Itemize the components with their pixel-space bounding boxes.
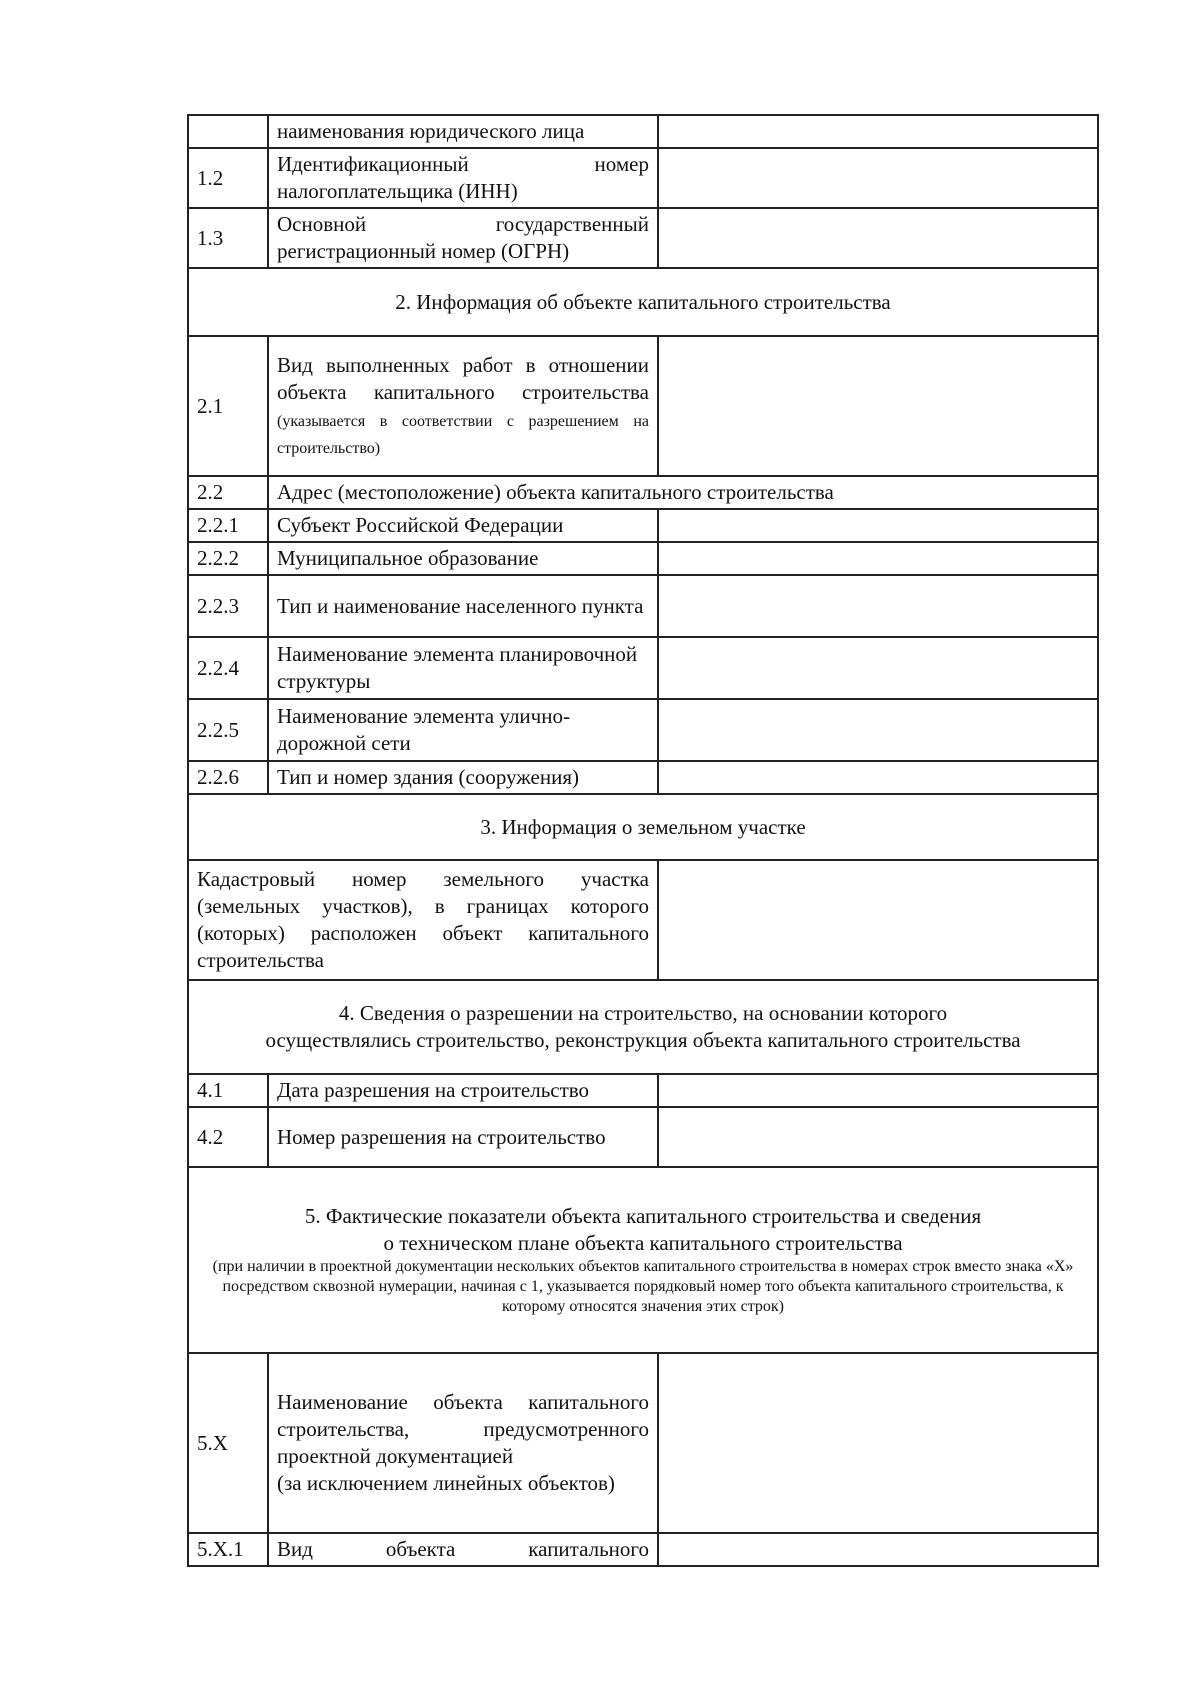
row-number: 1.3 bbox=[188, 208, 268, 268]
table-row bbox=[188, 208, 1098, 268]
row-number: 4.2 bbox=[188, 1107, 268, 1167]
row-label: Кадастровый номер земельного участка (земельных участков), в границах которого (которых) расположен объект капитального строительства bbox=[188, 860, 658, 980]
row-number: 2.1 bbox=[188, 336, 268, 476]
row-label: Наименование элемента улично-дорожной сети bbox=[268, 699, 658, 761]
table-row bbox=[188, 148, 1098, 208]
value-cell[interactable] bbox=[658, 761, 1098, 794]
row-number: 2.2.1 bbox=[188, 509, 268, 542]
row-label: Наименование элемента планировочной структуры bbox=[268, 637, 658, 699]
section-header-row bbox=[188, 794, 1098, 860]
value-cell[interactable] bbox=[658, 699, 1098, 761]
table-row bbox=[188, 1107, 1098, 1167]
section-header-row bbox=[188, 268, 1098, 336]
row-label: Субъект Российской Федерации bbox=[268, 509, 658, 542]
value-cell[interactable] bbox=[658, 115, 1098, 148]
row-number bbox=[188, 115, 268, 148]
row-label: Вид объекта капитального bbox=[268, 1533, 658, 1566]
row-number: 4.1 bbox=[188, 1074, 268, 1107]
table-row bbox=[188, 509, 1098, 542]
value-cell[interactable] bbox=[658, 1353, 1098, 1533]
table-row bbox=[188, 542, 1098, 575]
row-label: Основной государственный регистрационный номер (ОГРН) bbox=[268, 208, 658, 268]
row-number: 2.2.6 bbox=[188, 761, 268, 794]
value-cell[interactable] bbox=[658, 1533, 1098, 1566]
value-cell[interactable] bbox=[658, 637, 1098, 699]
row-label-text-2: (за исключением линейных объектов) bbox=[277, 1471, 615, 1495]
section-5-note: (при наличии в проектной документации нескольких объектов капитального строительства в номерах строк вместо знака «Х» посредством сквозной нумерации, начиная с 1, указывается порядковый номер того объекта капитального строительства, к которому относятся значения этих строк) bbox=[212, 1258, 1074, 1315]
section-4-title-line1: 4. Сведения о разрешении на строительство, на основании которого bbox=[338, 1001, 948, 1025]
row-number: 2.2 bbox=[188, 476, 268, 509]
row-label: Адрес (местоположение) объекта капитального строительства bbox=[268, 476, 1098, 509]
row-label-text: Наименование объекта капитального строительства, предусмотренного проектной документацией bbox=[277, 1390, 649, 1468]
table-row bbox=[188, 575, 1098, 637]
table-row bbox=[188, 115, 1098, 148]
section-4-title bbox=[188, 980, 1098, 1074]
section-header-row bbox=[188, 1167, 1098, 1353]
row-number: 5.Х.1 bbox=[188, 1533, 268, 1566]
table-row bbox=[188, 699, 1098, 761]
value-cell[interactable] bbox=[658, 208, 1098, 268]
table-row bbox=[188, 1353, 1098, 1533]
row-label: Дата разрешения на строительство bbox=[268, 1074, 658, 1107]
value-cell[interactable] bbox=[658, 860, 1098, 980]
table-row bbox=[188, 761, 1098, 794]
value-cell[interactable] bbox=[658, 1074, 1098, 1107]
row-number: 2.2.3 bbox=[188, 575, 268, 637]
row-label: Тип и наименование населенного пункта bbox=[268, 575, 658, 637]
section-header-row bbox=[188, 980, 1098, 1074]
table-row bbox=[188, 637, 1098, 699]
row-number: 1.2 bbox=[188, 148, 268, 208]
value-cell[interactable] bbox=[658, 1107, 1098, 1167]
form-table bbox=[187, 114, 1099, 1567]
section-4-title-line2: осуществлялись строительство, реконструкция объекта капитального строительства bbox=[265, 1028, 1021, 1052]
section-5-title-line2: о техническом плане объекта капитального строительства bbox=[383, 1231, 903, 1255]
row-label-note: (указывается в соответствии с разрешением на строительство) bbox=[277, 413, 649, 457]
section-2-title: 2. Информация об объекте капитального строительства bbox=[188, 268, 1098, 336]
table-row bbox=[188, 336, 1098, 476]
row-number: 2.2.5 bbox=[188, 699, 268, 761]
section-5-title-line1: 5. Фактические показатели объекта капитального строительства и сведения bbox=[304, 1204, 982, 1228]
table-row bbox=[188, 476, 1098, 509]
section-3-title: 3. Информация о земельном участке bbox=[188, 794, 1098, 860]
table-row bbox=[188, 860, 1098, 980]
row-label bbox=[268, 336, 658, 476]
row-number: 2.2.4 bbox=[188, 637, 268, 699]
row-label-text: Вид выполненных работ в отношении объекта капитального строительства bbox=[277, 353, 649, 404]
row-number: 5.Х bbox=[188, 1353, 268, 1533]
value-cell[interactable] bbox=[658, 336, 1098, 476]
row-label: Номер разрешения на строительство bbox=[268, 1107, 658, 1167]
row-label: Тип и номер здания (сооружения) bbox=[268, 761, 658, 794]
table-row bbox=[188, 1533, 1098, 1566]
row-label: Идентификационный номер налогоплательщика (ИНН) bbox=[268, 148, 658, 208]
row-number: 2.2.2 bbox=[188, 542, 268, 575]
row-label: наименования юридического лица bbox=[268, 115, 658, 148]
value-cell[interactable] bbox=[658, 542, 1098, 575]
row-label: Муниципальное образование bbox=[268, 542, 658, 575]
table-row bbox=[188, 1074, 1098, 1107]
section-5-title bbox=[188, 1167, 1098, 1353]
value-cell[interactable] bbox=[658, 575, 1098, 637]
value-cell[interactable] bbox=[658, 148, 1098, 208]
row-label bbox=[268, 1353, 658, 1533]
value-cell[interactable] bbox=[658, 509, 1098, 542]
